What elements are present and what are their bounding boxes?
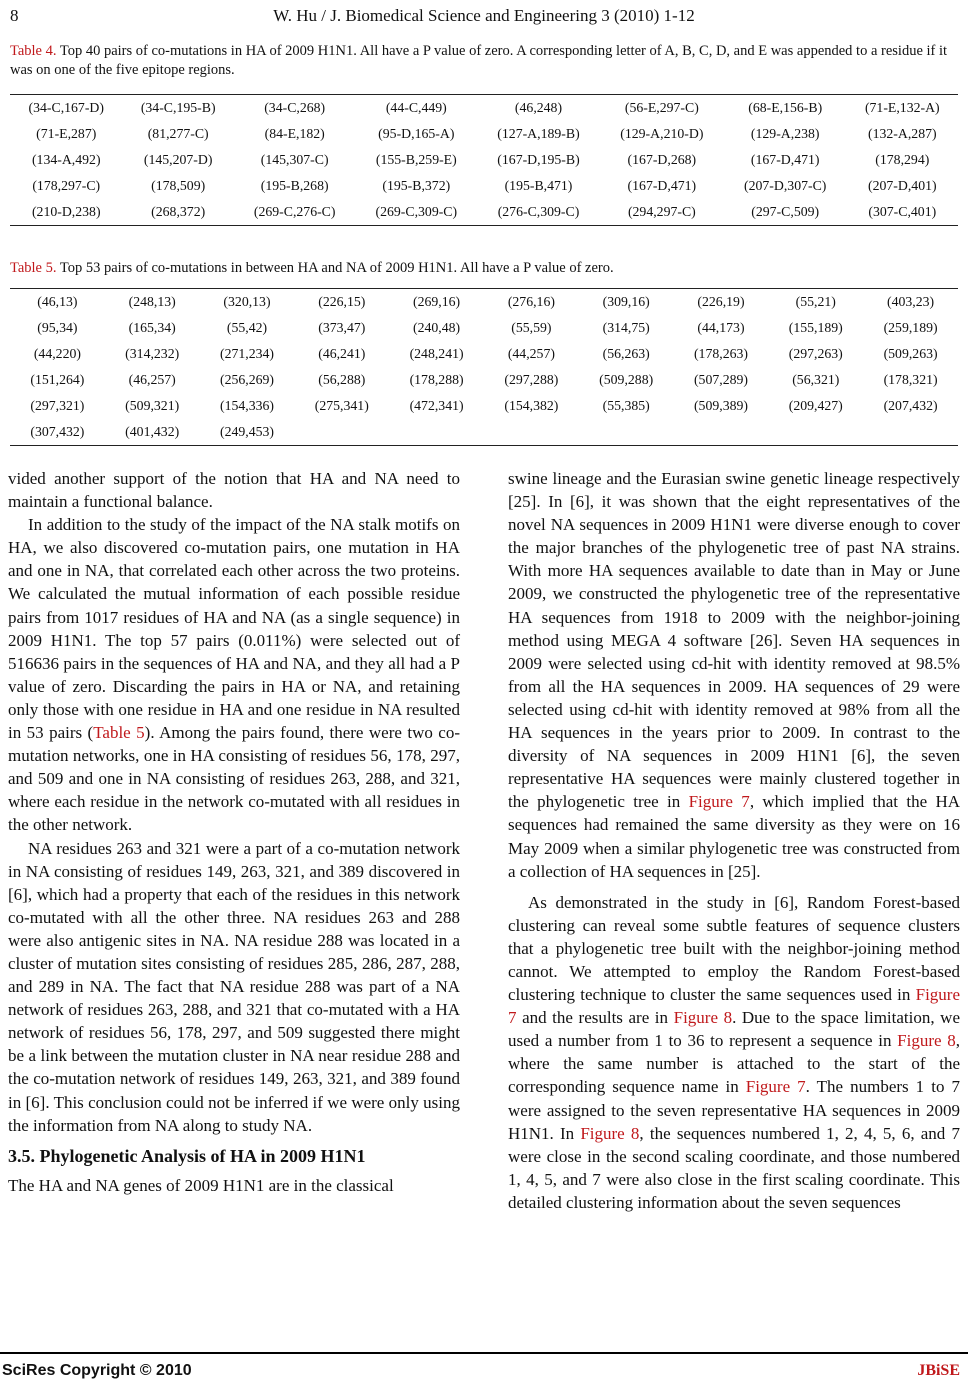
table-cell — [674, 419, 769, 446]
table-cell: (167-D,471) — [750, 152, 820, 167]
paragraph: The HA and NA genes of 2009 H1N1 are in the classical — [8, 1175, 394, 1195]
table-cell: (195-B,372) — [382, 178, 451, 193]
table-5-link[interactable]: Table 5 — [93, 723, 145, 743]
table-cell: (34-C,195-B) — [140, 100, 216, 115]
table-cell: (145,307-C) — [260, 152, 329, 167]
copyright: SciRes Copyright © 2010 — [2, 1362, 192, 1379]
table-cell: (46,241) — [318, 346, 366, 361]
table-cell: (259,189) — [883, 320, 938, 335]
table-cell: (226,15) — [318, 294, 366, 309]
table-cell: (269-C,276-C) — [253, 204, 336, 219]
table-cell: (71-E,132-A) — [864, 100, 940, 115]
table-cell: (56,263) — [602, 346, 650, 361]
running-header: W. Hu / J. Biomedical Science and Engineering 3 (2010) 1-12 — [273, 6, 695, 25]
table-cell: (155-B,259-E) — [375, 152, 457, 167]
table-cell — [863, 419, 958, 446]
right-column — [508, 467, 960, 1214]
table-cell: (167-D,195-B) — [497, 152, 580, 167]
table-cell: (195-B,471) — [504, 178, 573, 193]
table-cell: (167-D,471) — [627, 178, 697, 193]
table-cell: (509,389) — [693, 398, 748, 413]
figure-7-link[interactable]: Figure 7 — [688, 792, 750, 812]
table-cell: (95-D,165-A) — [378, 126, 455, 141]
table-row — [10, 199, 958, 226]
table-5-caption — [10, 259, 958, 278]
table-cell: (151,264) — [30, 372, 85, 387]
table-5 — [10, 288, 958, 446]
table-cell: (509,263) — [883, 346, 938, 361]
table-row — [10, 173, 958, 199]
table-cell: (56-E,297-C) — [624, 100, 699, 115]
table-cell: (71-E,287) — [36, 126, 97, 141]
table-cell: (165,34) — [128, 320, 176, 335]
table-cell: (56,321) — [792, 372, 840, 387]
table-cell: (56,288) — [318, 372, 366, 387]
page-footer — [0, 1352, 968, 1382]
table-cell: (320,13) — [223, 294, 271, 309]
table-cell: (132-A,287) — [868, 126, 937, 141]
table-cell: (178,297-C) — [32, 178, 101, 193]
table-cell: (195-B,268) — [260, 178, 329, 193]
table-cell: (178,294) — [875, 152, 930, 167]
table-cell: (269-C,309-C) — [375, 204, 458, 219]
table-cell: (271,234) — [219, 346, 274, 361]
table-cell: (314,75) — [602, 320, 650, 335]
table-cell: (44,220) — [33, 346, 81, 361]
table-cell: (309,16) — [602, 294, 650, 309]
table-cell: (44-C,449) — [385, 100, 447, 115]
table-cell: (248,13) — [128, 294, 176, 309]
figure-8-link[interactable]: Figure 8 — [673, 1008, 733, 1028]
table-cell: (297-C,509) — [751, 204, 820, 219]
table-4-label: Table 4. — [10, 43, 57, 59]
table-cell: (207-D,401) — [868, 178, 937, 193]
table-cell — [768, 419, 863, 446]
table-cell: (401,432) — [125, 424, 180, 439]
paragraph: swine lineage and the Eurasian swine genetic lineage respectively [25]. In [6], it was shown that the eight representatives of the novel NA sequences in 2009 H1N1 were diverse enough to cover the major branches of the phylogenetic tree of past NA strains. With more HA sequences available to date than in May or June 2009, we constructed the phylogenetic tree of the representative HA sequences from 1918 to 2009 with the neighbor-joining method using MEGA 4 software [26]. Seven HA sequences in 2009 were selected using cd-hit with identity removed at 98.5% from all the HA sequences in 2009. HA sequences of 29 were selected using cd-hit with identity removed at 98% from all the HA sequences in the years prior to 2009. In contrast to the diversity of NA sequences in 2009 H1N1 [6], the seven representative HA sequences were mainly clustered together in the phylogenetic tree in Figure 7, which implied that the HA sequences had remained the same diversity as they were on 16 May 2009 when a similar phylogenetic tree was constructed from a collection of HA sequences in [25]. — [508, 469, 960, 881]
paragraph: NA residues 263 and 321 were a part of a co-mutation network in NA consisting of residues 149, 263, 321, and 389 discovered in [6], which had a property that each of the residues in this network co-mutated with all the other three. NA residues 263 and 288 were also antigenic sites in NA. NA residue 288 was located in a cluster of mutation sites consisting of residues 285, 286, 287, 288, and 289 in NA. The fact that NA residue 288 was part of a NA network of residues 263, 288, and 321 that co-mutated with a HA network of residues 56, 178, 297, and 509 suggested there might be a link between the mutation cluster in NA near residue 288 and the co-mutation network of residues 149, 263, 321, and 389 found in [6]. This conclusion could not be inferred if we were only using the information from NA along to study NA. — [8, 838, 460, 1135]
table-cell: (167-D,268) — [627, 152, 697, 167]
table-4 — [10, 94, 958, 226]
table-cell: (55,42) — [226, 320, 268, 335]
table-cell: (297,263) — [788, 346, 843, 361]
table-cell: (155,189) — [788, 320, 843, 335]
table-cell: (178,321) — [883, 372, 938, 387]
table-5-caption-text: Top 53 pairs of co-mutations in between HA and NA of 2009 H1N1. All have a P value of zero. — [56, 260, 614, 276]
table-cell: (55,59) — [511, 320, 552, 335]
footer-rule — [0, 1352, 968, 1354]
table-cell: (256,269) — [219, 372, 274, 387]
table-cell: (275,341) — [314, 398, 369, 413]
table-cell: (84-E,182) — [264, 126, 325, 141]
table-cell: (240,48) — [413, 320, 461, 335]
page-header — [10, 6, 958, 28]
table-cell: (46,257) — [128, 372, 176, 387]
table-row — [10, 315, 958, 341]
table-4-caption — [10, 42, 958, 80]
table-cell: (46,13) — [37, 294, 78, 309]
table-row — [10, 147, 958, 173]
table-cell: (154,336) — [219, 398, 274, 413]
table-cell: (209,427) — [788, 398, 843, 413]
table-cell: (44,257) — [507, 346, 555, 361]
journal-brand: JBiSE — [917, 1362, 960, 1379]
table-row — [10, 121, 958, 147]
table-cell: (207,432) — [883, 398, 938, 413]
section-heading: 3.5. Phylogenetic Analysis of HA in 2009 H1N1 — [8, 1145, 366, 1166]
table-cell — [579, 419, 674, 446]
table-cell: (55,385) — [602, 398, 650, 413]
table-4-caption-text: Top 40 pairs of co-mutations in HA of 2009 H1N1. All have a P value of zero. A corresponding letter of A, B, C, D, and E was appended to a residue if it was on one of the five epitope regions. — [10, 43, 948, 78]
table-cell: (145,207-D) — [143, 152, 213, 167]
table-cell: (178,263) — [693, 346, 748, 361]
table-cell: (154,382) — [504, 398, 559, 413]
table-cell: (248,241) — [409, 346, 464, 361]
table-cell: (134-A,492) — [31, 152, 101, 167]
table-cell: (81,277-C) — [147, 126, 209, 141]
table-cell: (297,288) — [504, 372, 559, 387]
table-cell: (373,47) — [318, 320, 366, 335]
table-cell: (127-A,189-B) — [497, 126, 580, 141]
figure-7-link[interactable]: Figure 7 — [508, 985, 960, 1028]
table-cell: (68-E,156-B) — [748, 100, 823, 115]
table-cell: (507,289) — [693, 372, 748, 387]
table-cell: (95,34) — [37, 320, 78, 335]
left-column — [8, 467, 460, 1197]
table-row — [10, 95, 958, 122]
page-number: 8 — [10, 6, 19, 25]
table-cell: (129-A,238) — [750, 126, 820, 141]
table-cell: (44,173) — [697, 320, 745, 335]
table-cell: (307-C,401) — [868, 204, 937, 219]
table-cell: (509,288) — [599, 372, 654, 387]
table-cell: (403,23) — [887, 294, 935, 309]
table-cell: (297,321) — [30, 398, 85, 413]
table-cell: (207-D,307-C) — [744, 178, 827, 193]
table-cell: (210-D,238) — [31, 204, 101, 219]
figure-8-link[interactable]: Figure 8 — [580, 1123, 640, 1143]
paragraph: vided another support of the notion that HA and NA need to maintain a functional balance. — [8, 469, 460, 512]
table-cell: (307,432) — [30, 424, 85, 439]
table-cell: (34-C,167-D) — [28, 100, 104, 115]
table-cell — [484, 419, 579, 446]
table-cell: (276-C,309-C) — [497, 204, 580, 219]
figure-8-link[interactable]: Figure 8 — [897, 1031, 956, 1051]
table-cell: (178,288) — [409, 372, 464, 387]
table-cell: (269,16) — [413, 294, 461, 309]
table-cell: (276,16) — [507, 294, 555, 309]
paragraph: In addition to the study of the impact of the NA stalk motifs on HA, we also discovered co-mutation pairs, one mutation in HA and one in NA, that correlated each other across the two proteins. We calculated the mutual information of each possible residue pairs from 1017 residues of HA and NA (as a single sequence) in 2009 H1N1. The top 57 pairs (0.011%) were selected out of 516636 pairs in the sequences of HA and NA, and they all had a P value of zero. Discarding the pairs in HA or NA, and retaining only those with one residue in HA and one residue in NA resulted in 53 pairs (Table 5). Among the pairs found, there were two co-mutation networks, one in HA consisting of residues 56, 178, 297, and 509 and one in NA consisting of residues 263, 288, and 321, where each residue in the network co-mutated with all residues in the other network. — [8, 515, 460, 835]
table-cell: (472,341) — [409, 398, 464, 413]
table-5-label: Table 5. — [10, 260, 57, 276]
table-row — [10, 393, 958, 419]
table-row — [10, 419, 958, 446]
paragraph: As demonstrated in the study in [6], Random Forest-based clustering can reveal some subtle features of sequence clusters that a phylogenetic tree built with the neighbor-joining method cannot. We attempted to employ the Random Forest-based clustering technique to cluster the same sequences used in Figure 7 and the results are in Figure 8. Due to the space limitation, we used a number from 1 to 36 to represent a sequence in Figure 8, where the same number is attached to the start of the corresponding sequence name in Figure 7. The numbers 1 to 7 were assigned to the seven representative HA sequences in 2009 H1N1. In Figure 8, the sequences numbered 1, 2, 4, 5, 6, and 7 were close in the second scaling coordinate, and those numbered 1, 4, 5, and 7 were also close in the first scaling coordinate. This detailed clustering information about the seven sequences — [508, 892, 960, 1212]
table-cell: (294,297-C) — [627, 204, 696, 219]
table-cell: (55,21) — [795, 294, 836, 309]
table-cell: (129-A,210-D) — [620, 126, 704, 141]
table-row — [10, 289, 958, 316]
table-cell: (268,372) — [151, 204, 206, 219]
table-cell — [294, 419, 389, 446]
figure-7-link[interactable]: Figure 7 — [745, 1077, 806, 1097]
table-cell: (34-C,268) — [264, 100, 326, 115]
table-cell: (226,19) — [697, 294, 745, 309]
table-cell: (178,509) — [151, 178, 206, 193]
table-cell: (314,232) — [125, 346, 180, 361]
table-cell: (249,453) — [219, 424, 274, 439]
table-row — [10, 367, 958, 393]
table-cell: (46,248) — [514, 100, 563, 115]
table-cell — [389, 419, 484, 446]
table-row — [10, 341, 958, 367]
table-cell: (509,321) — [125, 398, 180, 413]
